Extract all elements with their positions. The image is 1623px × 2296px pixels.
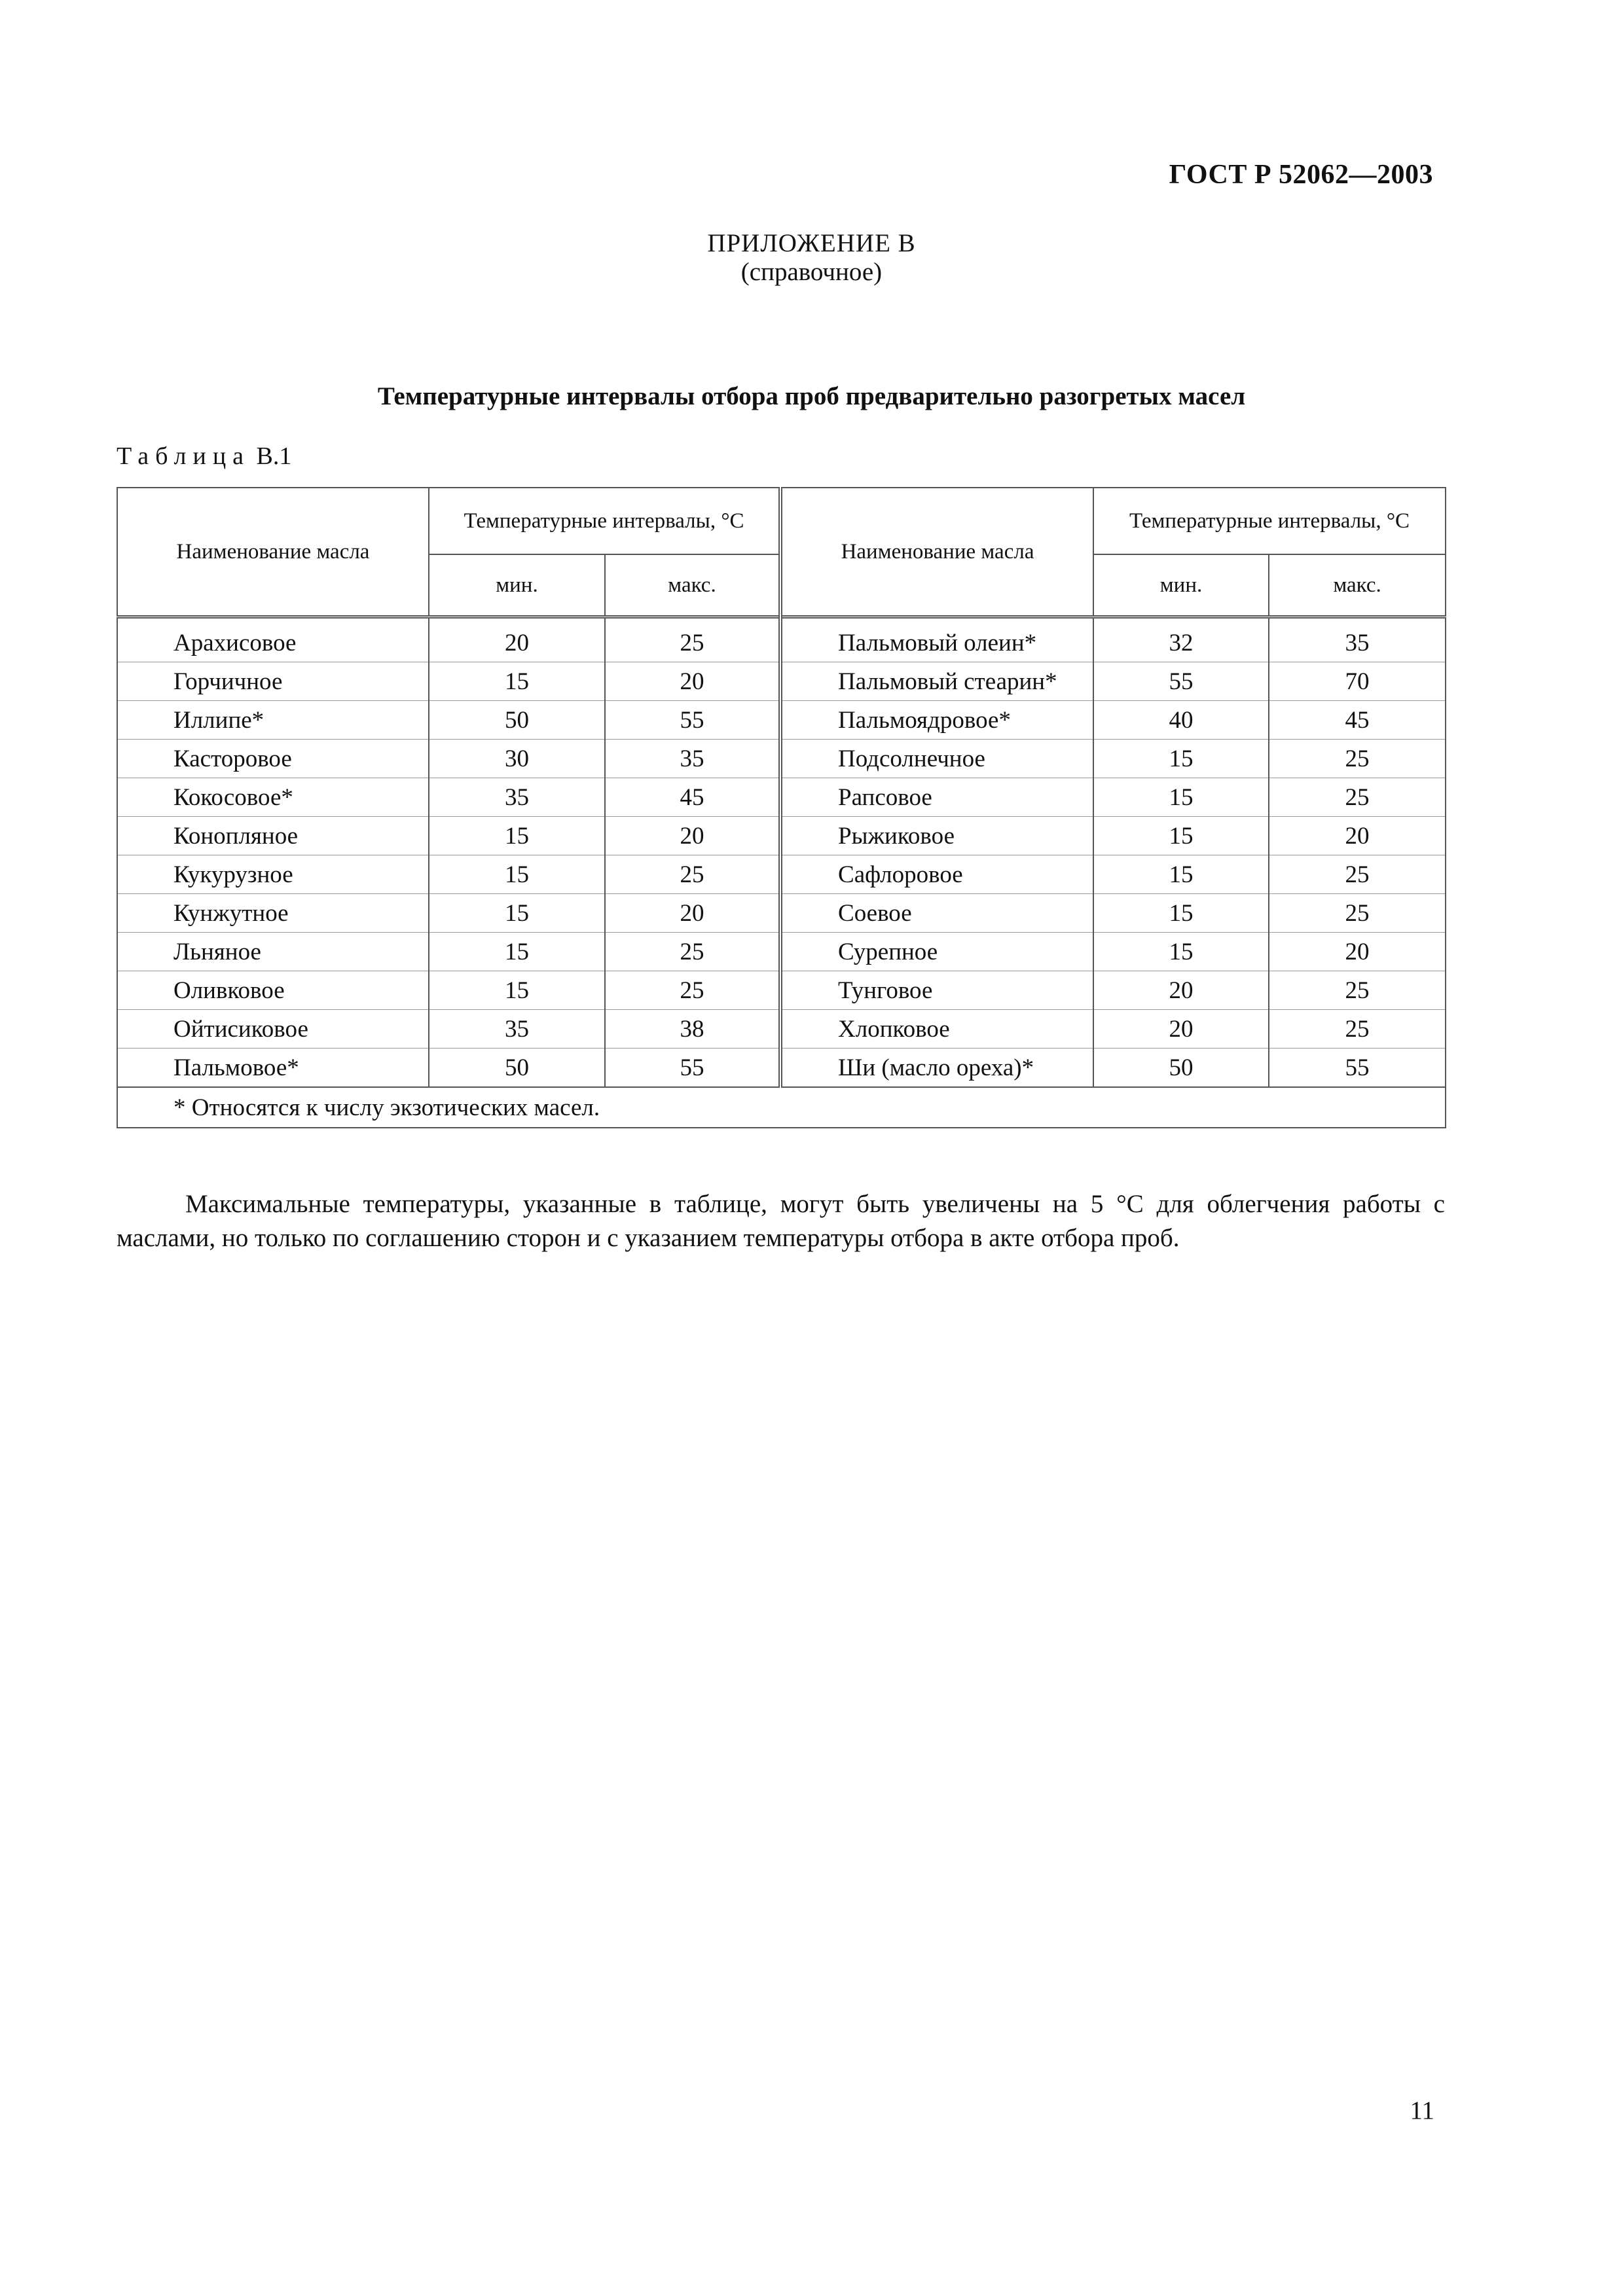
table-row [117,1049,1446,1088]
max-temp-cell: 20 [1269,933,1446,971]
oil-name-cell: Кокосовое* [117,778,429,817]
min-temp-cell: 20 [1093,1010,1269,1049]
oil-name-cell: Льняное [117,933,429,971]
max-temp-cell: 20 [605,817,780,855]
max-temp-cell: 25 [605,617,780,662]
table-row [117,933,1446,971]
page-number: 11 [1410,2096,1434,2125]
oil-name-cell: Пальмовый олеин* [780,617,1093,662]
min-temp-cell: 15 [429,971,605,1010]
table-caption-number: В.1 [256,442,292,470]
oil-name-cell: Сафлоровое [780,855,1093,894]
oil-name-cell: Кунжутное [117,894,429,933]
min-temp-cell: 32 [1093,617,1269,662]
header-oil-name-left: Наименование масла [117,488,429,617]
oil-name-cell: Рапсовое [780,778,1093,817]
max-temp-cell: 55 [1269,1049,1446,1088]
max-temp-cell: 20 [1269,817,1446,855]
header-min-right: мин. [1093,554,1269,617]
header-oil-name-right: Наименование масла [780,488,1093,617]
min-temp-cell: 50 [429,701,605,740]
table-row [117,855,1446,894]
max-temp-cell: 35 [605,740,780,778]
oil-name-cell: Ойтисиковое [117,1010,429,1049]
min-temp-cell: 20 [429,617,605,662]
table-footnote: * Относятся к числу экзотических масел. [117,1087,1446,1128]
header-interval-left: Температурные интервалы, °С [429,488,780,554]
max-temp-cell: 25 [605,971,780,1010]
oil-temperature-table-wrapper [117,487,1445,1128]
min-temp-cell: 15 [429,817,605,855]
max-temp-cell: 35 [1269,617,1446,662]
table-row [117,1010,1446,1049]
min-temp-cell: 50 [429,1049,605,1088]
oil-name-cell: Иллипе* [117,701,429,740]
oil-name-cell: Арахисовое [117,617,429,662]
max-temp-cell: 45 [1269,701,1446,740]
oil-name-cell: Подсолнечное [780,740,1093,778]
table-caption-word: Таблица [117,442,251,470]
oil-name-cell: Пальмовый стеарин* [780,662,1093,701]
oil-name-cell: Рыжиковое [780,817,1093,855]
document-code: ГОСТ Р 52062—2003 [1169,160,1433,190]
table-footnote-row [117,1087,1446,1128]
oil-name-cell: Оливковое [117,971,429,1010]
oil-name-cell: Тунговое [780,971,1093,1010]
oil-name-cell: Сурепное [780,933,1093,971]
max-temp-cell: 20 [605,662,780,701]
min-temp-cell: 35 [429,778,605,817]
oil-name-cell: Пальмоядровое* [780,701,1093,740]
min-temp-cell: 15 [429,933,605,971]
max-temp-cell: 55 [605,1049,780,1088]
appendix-heading [0,229,1623,287]
table-row [117,817,1446,855]
oil-temperature-table [117,487,1446,1128]
table-row [117,740,1446,778]
max-temp-cell: 20 [605,894,780,933]
header-max-right: макс. [1269,554,1446,617]
min-temp-cell: 15 [429,894,605,933]
min-temp-cell: 20 [1093,971,1269,1010]
oil-name-cell: Кукурузное [117,855,429,894]
appendix-subtitle: (справочное) [740,258,883,286]
max-temp-cell: 55 [605,701,780,740]
table-row [117,617,1446,662]
oil-name-cell: Ши (масло ореха)* [780,1049,1093,1088]
table-row [117,701,1446,740]
min-temp-cell: 55 [1093,662,1269,701]
max-temp-cell: 25 [605,855,780,894]
oil-name-cell: Соевое [780,894,1093,933]
table-heading: Температурные интервалы отбора проб предварительно разогретых масел [377,382,1246,410]
table-row [117,778,1446,817]
min-temp-cell: 15 [429,855,605,894]
max-temp-cell: 25 [1269,778,1446,817]
min-temp-cell: 15 [1093,817,1269,855]
table-row [117,894,1446,933]
min-temp-cell: 15 [429,662,605,701]
max-temp-cell: 25 [1269,1010,1446,1049]
header-min-left: мин. [429,554,605,617]
oil-name-cell: Конопляное [117,817,429,855]
oil-name-cell: Хлопковое [780,1010,1093,1049]
table-row [117,971,1446,1010]
max-temp-cell: 25 [605,933,780,971]
min-temp-cell: 40 [1093,701,1269,740]
header-interval-right: Температурные интервалы, °С [1093,488,1446,554]
min-temp-cell: 50 [1093,1049,1269,1088]
header-max-left: макс. [605,554,780,617]
oil-name-cell: Пальмовое* [117,1049,429,1088]
min-temp-cell: 35 [429,1010,605,1049]
max-temp-cell: 45 [605,778,780,817]
table-caption [117,442,291,471]
max-temp-cell: 38 [605,1010,780,1049]
min-temp-cell: 15 [1093,778,1269,817]
max-temp-cell: 25 [1269,894,1446,933]
table-row [117,662,1446,701]
min-temp-cell: 15 [1093,933,1269,971]
min-temp-cell: 15 [1093,855,1269,894]
min-temp-cell: 30 [429,740,605,778]
note-paragraph: Максимальные температуры, указанные в таблице, могут быть увеличены на 5 °С для облегчения работы с маслами, но только по соглашению сторон и с указанием температуры отбора в акте отбора проб. [117,1190,1445,1252]
min-temp-cell: 15 [1093,894,1269,933]
oil-name-cell: Горчичное [117,662,429,701]
max-temp-cell: 25 [1269,971,1446,1010]
oil-name-cell: Касторовое [117,740,429,778]
max-temp-cell: 25 [1269,855,1446,894]
max-temp-cell: 70 [1269,662,1446,701]
max-temp-cell: 25 [1269,740,1446,778]
appendix-title: ПРИЛОЖЕНИЕ В [707,229,916,257]
min-temp-cell: 15 [1093,740,1269,778]
